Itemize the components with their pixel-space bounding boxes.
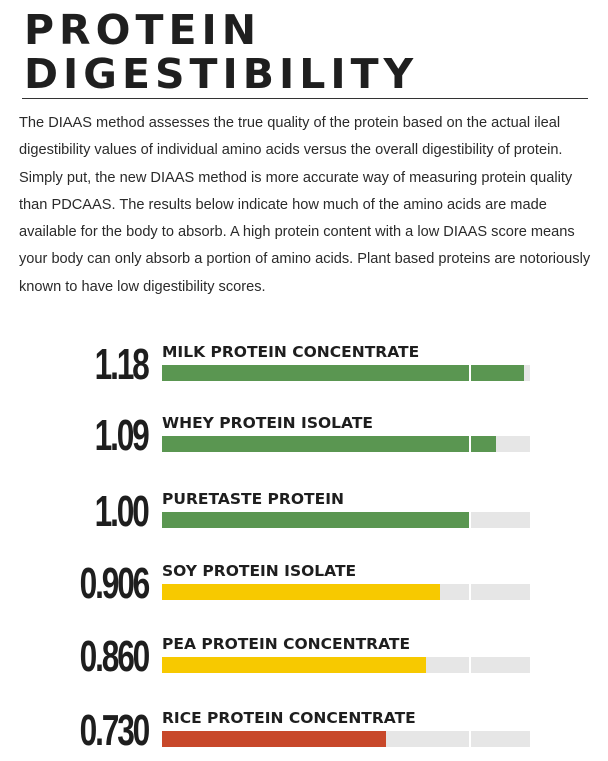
page-title bbox=[24, 8, 418, 96]
bar-label: MILK PROTEIN CONCENTRATE bbox=[162, 343, 420, 361]
bar-label: PEA PROTEIN CONCENTRATE bbox=[162, 635, 411, 653]
bar-track bbox=[162, 365, 530, 381]
score-value: 0.860 bbox=[79, 632, 148, 681]
reference-tick bbox=[469, 657, 471, 673]
bar bbox=[162, 436, 496, 452]
score-value: 0.730 bbox=[79, 706, 148, 755]
score-value: 1.00 bbox=[94, 487, 148, 536]
bar-label: RICE PROTEIN CONCENTRATE bbox=[162, 709, 416, 727]
reference-tick bbox=[469, 731, 471, 747]
score-value: 1.18 bbox=[94, 340, 148, 389]
bar-label: SOY PROTEIN ISOLATE bbox=[162, 562, 357, 580]
reference-tick bbox=[469, 512, 471, 528]
bar-track bbox=[162, 731, 530, 747]
bar bbox=[162, 584, 440, 600]
bar-label: WHEY PROTEIN ISOLATE bbox=[162, 414, 373, 432]
title-line-2: DIGESTIBILITY bbox=[24, 50, 419, 98]
reference-tick bbox=[469, 584, 471, 600]
title-line-1: PROTEIN bbox=[24, 6, 262, 54]
reference-tick bbox=[469, 436, 471, 452]
bar-track bbox=[162, 436, 530, 452]
score-value: 1.09 bbox=[94, 411, 148, 460]
bar-track bbox=[162, 657, 530, 673]
title-divider bbox=[22, 98, 588, 99]
description-text: The DIAAS method assesses the true quality of the protein based on the actual ileal digestibility values of individual amino acids versus the overall digestibility of protein. Simply put, the new DIAAS method is more accurate way of measuring protein quality than PDCAAS. The results below indicate how much of the amino acids are made available for the body to absorb. A high protein content with a low DIAAS score means your body can only absorb a portion of amino acids. Plant based proteins are notoriously known to have low digestibility scores. bbox=[19, 115, 591, 295]
bar-label: PURETASTE PROTEIN bbox=[162, 490, 344, 508]
bar-track bbox=[162, 512, 530, 528]
score-value: 0.906 bbox=[79, 559, 148, 608]
bar bbox=[162, 657, 426, 673]
bar bbox=[162, 731, 386, 747]
bar bbox=[162, 512, 469, 528]
reference-tick bbox=[469, 365, 471, 381]
bar-track bbox=[162, 584, 530, 600]
